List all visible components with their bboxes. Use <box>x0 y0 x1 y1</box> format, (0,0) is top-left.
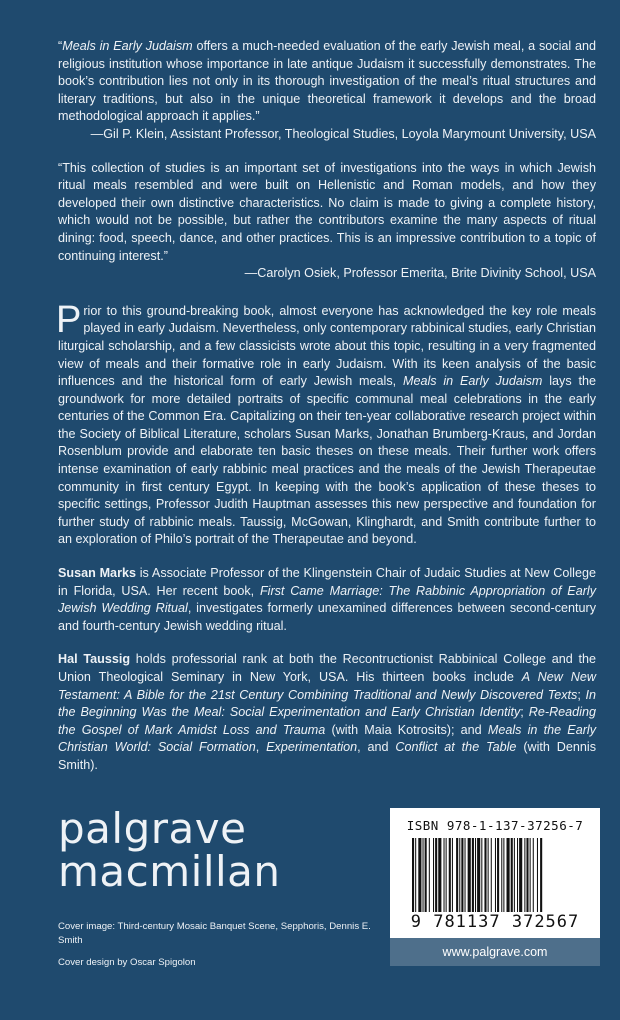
barcode-bar <box>533 838 534 912</box>
quote-book-title: Meals in Early Judaism <box>62 39 193 53</box>
barcode-bar <box>524 838 525 912</box>
quote-attribution-2: —Carolyn Osiek, Professor Emerita, Brite Divinity School, USA <box>244 266 596 281</box>
isbn-label: ISBN 978-1-137-37256-7 <box>406 818 584 833</box>
publisher-website: www.palgrave.com <box>390 938 600 966</box>
author-book: First Came Marriage: The Rabbinic Appropriation of Early Jewish Wedding Ritual <box>58 583 596 616</box>
barcode-bar <box>415 838 416 912</box>
barcode-bar <box>452 838 453 912</box>
barcode-bar <box>537 838 538 912</box>
barcode-bar <box>497 838 499 912</box>
barcode-bar <box>438 838 441 912</box>
barcode-bar <box>444 838 445 912</box>
barcode-bar <box>477 838 480 912</box>
quote-attribution-1: —Gil P. Klein, Assistant Professor, Theological Studies, Loyola Marymount University, USA <box>90 126 596 141</box>
drop-cap: P <box>56 298 82 341</box>
barcode-bar <box>495 838 496 912</box>
isbn-barcode <box>390 808 600 938</box>
barcode-bar <box>491 838 492 912</box>
barcode-bar <box>446 838 447 912</box>
barcode-bar <box>456 838 458 912</box>
barcode-bar <box>511 838 513 912</box>
barcode-bar <box>425 838 427 912</box>
barcode-bar <box>519 838 522 912</box>
author-bio-taussig: Hal Taussig holds professorial rank at both the Recontructionist Rabbinical College and the Union Theological Seminary in New York, USA. His thirteen books include A New New Testament: A Bible for the 21st Century Combining Traditional and Newly Discovered Texts; In the Beginning Was the Meal: Social Experimentation and Early Christian Identity; Re-Reading the Gospel of Mark Amidst Loss and Trauma (with Maia Kotrosits); and Meals in the Early Christian World: Social Formation, Experimentation, and Conflict at the Table (with Dennis Smith). <box>58 652 597 772</box>
barcode-digits: 9 781137 372567 <box>410 912 580 932</box>
barcode-bar <box>514 838 515 912</box>
barcode-bar <box>433 838 434 912</box>
barcode-bar <box>423 838 424 912</box>
barcode-bar <box>501 838 502 912</box>
book-description: Prior to this ground-breaking book, almost everyone has acknowledged the key role meals played in early Judaism. Nevertheless, only contemporary rabbinical studies, early Christian liturgical scholarship, and a few classicists wrote about this topic, resulting in a very fragmented view of meals and their formative role in early Judaism. With its keen analysis of the basic influences and the historical form of early Jewish meals, Meals in Early Judaism lays the groundwork for more detailed portraits of specific communal meal celebrations in the early centuries of the Common Era. Capitalizing on their ten-year collaborative research project within the Society of Biblical Literature, scholars Susan Marks, Jonathan Brumberg-Kraus, and Jordan Rosenblum provide and elaborate ten basic theses on these meals. Their further work offers intense examination of early rabbinic meal practices and the meals of the Jewish Therapeutae community in first century Egypt. In keeping with the book’s application of these theses to specific settings, Professor Judith Hauptman assesses this new perspective and foundation for further study of rabbinic meals. Taussig, McGowan, Klinghardt, and Smith contribute further to an exploration of Philo’s portrait of the Therapeutae and beyond. <box>56 298 596 547</box>
quote-text: offers a much-needed evaluation of the early Jewish meal, a social and religious institution whose importance in late antique Judaism it successfully demonstrates. The book’s contribution lies not only in its thorough investigation of the meal’s ritual structures and literary traditions, but also in the unique theoretical framework it develops and the broad methodological approach it applies.” <box>58 39 596 124</box>
barcode-bar <box>449 838 451 912</box>
author-name: Susan Marks <box>58 566 136 581</box>
author-book: Conflict at the Table <box>395 740 517 755</box>
barcode-bar <box>540 838 542 912</box>
barcode-bar <box>429 838 430 912</box>
logo-line-2: macmillan <box>58 847 281 896</box>
barcode-bar <box>459 838 460 912</box>
author-name: Hal Taussig <box>58 652 131 667</box>
barcode-bar <box>461 838 463 912</box>
review-quote-2: “This collection of studies is an important set of investigations into the ways in which Jewish ritual meals resembled and were built on Hellenistic and Roman models, and how they developed their own distinctive characteristics. No claim is made to giving a complete history, which would not be possible, but rather the contributors examine the many aspects of ritual dining: food, speech, dance, and other practices. This is an impressive contribution to a topic of continuing interest.” <box>58 160 596 263</box>
barcode-bar <box>526 838 528 912</box>
author-book: Re-Reading the Gospel of Mark Amidst Loss and Trauma <box>58 705 596 737</box>
barcode-bar <box>484 838 486 912</box>
barcode-bars <box>412 838 578 912</box>
publisher-logo <box>58 804 281 896</box>
cover-image-credit: Cover image: Third-century Mosaic Banquet Scene, Sepphoris, Dennis E. Smith <box>58 921 371 946</box>
author-book: In the Beginning Was the Meal: Social Experimentation and Early Christian Identity <box>58 687 597 720</box>
cover-design-credit: Cover design by Oscar Spigolon <box>58 957 196 968</box>
barcode-bar <box>517 838 518 912</box>
barcode-bar <box>435 838 437 912</box>
barcode-bar <box>481 838 482 912</box>
barcode-bar <box>465 838 466 912</box>
barcode-bar <box>412 838 414 912</box>
barcode-bar <box>418 838 421 912</box>
quote-open: “ <box>58 39 63 53</box>
cover-credits <box>58 920 388 978</box>
barcode-bar <box>507 838 510 912</box>
back-cover-text <box>58 38 596 775</box>
author-book: Experimentation <box>266 740 358 755</box>
logo-line-1: palgrave <box>58 804 247 853</box>
barcode-bar <box>468 838 471 912</box>
author-bio-marks: Susan Marks is Associate Professor of the Klingenstein Chair of Judaic Studies at New College in Florida, USA. Her recent book, First Came Marriage: The Rabbinic Appropriation of Early Jewish Wedding Ritual, investigates formerly unexamined differences between second-century and fourth-century Jewish wedding ritual. <box>58 566 596 633</box>
author-book: A New New Testament: A Bible for the 21st Century Combining Traditional and Newly Discovered Texts <box>58 670 596 702</box>
barcode-bar <box>488 838 489 912</box>
barcode-bar <box>503 838 504 912</box>
barcode-bar <box>475 838 476 912</box>
barcode-bar <box>530 838 531 912</box>
author-book: Meals in the Early Christian World: Social Formation <box>58 722 597 755</box>
review-quote-1 <box>58 38 596 126</box>
barcode-bar <box>472 838 474 912</box>
description-book-title: Meals in Early Judaism <box>402 374 543 389</box>
